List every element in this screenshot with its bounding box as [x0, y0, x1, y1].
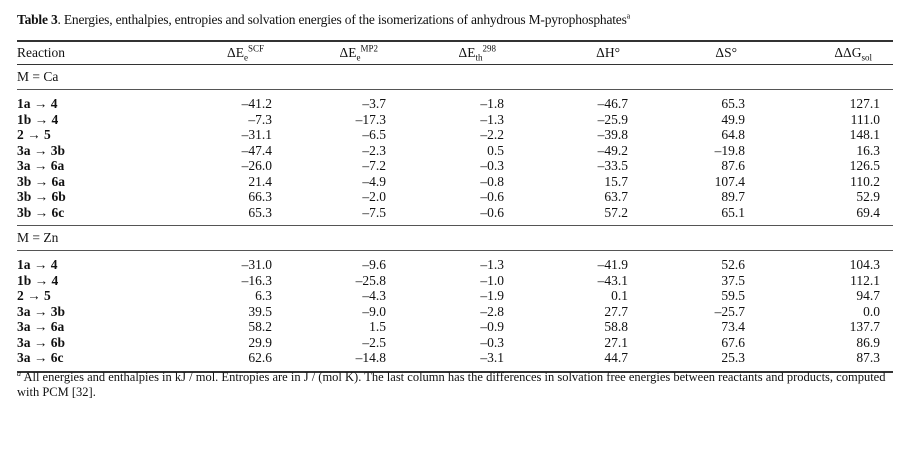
table-row: [17, 143, 893, 159]
value-cell: –7.2: [362, 158, 386, 173]
header-label: Reaction: [17, 45, 65, 60]
value-cell: 1.5: [369, 319, 386, 334]
value-cell: –4.3: [362, 288, 386, 303]
value-cell: –7.5: [362, 204, 386, 220]
table-footnote: [17, 370, 897, 400]
value-cell: 148.1: [849, 127, 880, 142]
value-cell: 104.3: [849, 257, 880, 272]
table-row: [17, 335, 893, 351]
value-cell: –1.0: [480, 272, 504, 288]
table-row: [17, 205, 893, 221]
value-cell: 57.2: [604, 204, 628, 220]
reactant: 1a: [17, 257, 31, 272]
product: 3b: [50, 303, 66, 319]
value-cell: –1.8: [480, 96, 504, 111]
arrow-icon: →: [33, 96, 48, 111]
value-cell: 52.9: [856, 189, 880, 204]
header-label: ΔE: [339, 45, 357, 60]
table-row: [17, 112, 893, 128]
header-subscript: sol: [861, 52, 872, 63]
value-cell: 21.4: [248, 173, 272, 189]
value-cell: –0.3: [480, 334, 504, 350]
value-cell: 69.4: [856, 204, 880, 220]
value-cell: 27.7: [604, 303, 628, 319]
value-cell: 58.2: [248, 319, 272, 334]
value-cell: –0.3: [480, 158, 504, 173]
table-row: [17, 158, 893, 174]
value-cell: –19.8: [714, 142, 745, 158]
arrow-icon: →: [34, 111, 49, 127]
value-cell: 0.0: [863, 303, 880, 319]
product: 4: [51, 272, 59, 288]
reactant: 1b: [17, 111, 32, 127]
value-cell: –3.1: [480, 350, 504, 365]
reaction-cell: [17, 158, 167, 174]
column-header: [167, 41, 272, 65]
reaction-cell: [17, 319, 167, 335]
value-cell: –25.9: [597, 111, 628, 127]
table-label: Table 3: [17, 12, 58, 27]
reactant: 1a: [17, 96, 31, 111]
arrow-icon: →: [34, 189, 49, 204]
header-label: ΔE: [227, 45, 244, 60]
value-cell: 0.1: [611, 288, 628, 303]
table-row: [17, 350, 893, 366]
value-cell: 16.3: [856, 142, 880, 158]
value-cell: 87.6: [721, 158, 745, 173]
table-row: [17, 319, 893, 335]
value-cell: –7.3: [248, 111, 272, 127]
group-label: M = Ca: [17, 65, 893, 90]
value-cell: –33.5: [597, 158, 628, 173]
value-cell: –1.3: [480, 111, 504, 127]
reactant: 3a: [17, 319, 31, 334]
value-cell: 73.4: [721, 319, 745, 334]
group-header-row: [17, 65, 893, 90]
value-cell: –1.9: [480, 288, 504, 303]
product: 6c: [50, 350, 64, 365]
footnote-marker: a: [17, 368, 21, 378]
value-cell: –9.0: [362, 303, 386, 319]
value-cell: –2.3: [362, 142, 386, 158]
column-header: [17, 41, 167, 65]
value-cell: –41.9: [597, 257, 628, 272]
value-cell: 39.5: [248, 303, 272, 319]
value-cell: 0.5: [487, 142, 504, 158]
reactant: 3a: [17, 350, 31, 365]
value-cell: 52.6: [721, 257, 745, 272]
value-cell: –16.3: [241, 272, 272, 288]
reaction-cell: [17, 189, 167, 205]
header-superscript: 298: [482, 43, 496, 54]
value-cell: 65.1: [721, 204, 745, 220]
table-row: [17, 273, 893, 289]
value-cell: –0.9: [480, 319, 504, 334]
value-cell: –41.2: [241, 96, 272, 111]
value-cell: 110.2: [850, 173, 880, 189]
value-cell: 94.7: [856, 288, 880, 303]
reaction-cell: [17, 96, 167, 112]
value-cell: –14.8: [355, 350, 386, 365]
reaction-cell: [17, 143, 167, 159]
value-cell: –0.6: [480, 204, 504, 220]
product: 6a: [50, 319, 65, 334]
column-header: [386, 41, 504, 65]
value-cell: 62.6: [248, 350, 272, 365]
reaction-cell: [17, 273, 167, 289]
value-cell: 25.3: [721, 350, 745, 365]
reactant: 3b: [17, 173, 32, 189]
header-label: ΔS°: [715, 45, 737, 60]
arrow-icon: →: [33, 158, 48, 173]
value-cell: –2.0: [362, 189, 386, 204]
reactant: 1b: [17, 272, 32, 288]
value-cell: –25.7: [714, 303, 745, 319]
reaction-cell: [17, 304, 167, 320]
value-cell: –2.8: [480, 303, 504, 319]
reactant: 2: [17, 127, 24, 142]
value-cell: –6.5: [362, 127, 386, 142]
value-cell: 126.5: [849, 158, 880, 173]
value-cell: –0.6: [480, 189, 504, 204]
reactant: 3b: [17, 189, 32, 204]
reaction-cell: [17, 350, 167, 366]
reactant: 3b: [17, 204, 32, 220]
header-label: ΔH°: [596, 45, 620, 60]
value-cell: –9.6: [362, 257, 386, 272]
table-row: [17, 288, 893, 304]
value-cell: 65.3: [248, 204, 272, 220]
value-cell: –47.4: [241, 142, 272, 158]
value-cell: 44.7: [604, 350, 628, 365]
value-cell: 65.3: [721, 96, 745, 111]
product: 4: [50, 257, 58, 272]
value-cell: 15.7: [604, 173, 628, 189]
data-table: [17, 40, 893, 373]
value-cell: 49.9: [721, 111, 745, 127]
reactant: 3a: [17, 334, 31, 350]
reaction-cell: [17, 335, 167, 351]
value-cell: –1.3: [480, 257, 504, 272]
value-cell: 111.0: [850, 111, 880, 127]
reactant: 3a: [17, 303, 31, 319]
value-cell: 112.1: [850, 272, 880, 288]
value-cell: 37.5: [721, 272, 745, 288]
table-row: [17, 257, 893, 273]
header-subscript: e: [243, 52, 248, 63]
caption-text: . Energies, enthalpies, entropies and solvation energies of the isomerizations of anhydrous M-pyrophosphates: [57, 12, 627, 27]
header-superscript: SCF: [247, 43, 264, 54]
table-row: [17, 189, 893, 205]
reaction-cell: [17, 112, 167, 128]
value-cell: 87.3: [856, 350, 880, 365]
product: 3b: [50, 142, 66, 158]
arrow-icon: →: [34, 173, 49, 189]
product: 6c: [51, 204, 65, 220]
arrow-icon: →: [33, 350, 48, 365]
column-header: [504, 41, 628, 65]
value-cell: –17.3: [355, 111, 386, 127]
value-cell: 29.9: [248, 334, 272, 350]
product: 6b: [50, 334, 66, 350]
value-cell: –31.1: [241, 127, 272, 142]
header-label: ΔE: [458, 45, 476, 60]
value-cell: 63.7: [604, 189, 628, 204]
value-cell: –25.8: [355, 272, 386, 288]
reactant: 3a: [17, 158, 31, 173]
table-caption: [17, 12, 630, 28]
arrow-icon: →: [27, 127, 41, 142]
value-cell: 6.3: [255, 288, 272, 303]
value-cell: 59.5: [721, 288, 745, 303]
reaction-cell: [17, 257, 167, 273]
arrow-icon: →: [34, 272, 49, 288]
arrow-icon: →: [33, 257, 48, 272]
product: 6a: [50, 158, 65, 173]
value-cell: 67.6: [721, 334, 745, 350]
value-cell: 89.7: [721, 189, 745, 204]
value-cell: 107.4: [714, 173, 745, 189]
reactant: 3a: [17, 142, 31, 158]
table-row: [17, 304, 893, 320]
value-cell: 86.9: [856, 334, 880, 350]
header-subscript: e: [356, 52, 361, 63]
value-cell: –26.0: [241, 158, 272, 173]
header-superscript: MP2: [360, 43, 378, 54]
column-header: [745, 41, 880, 65]
reaction-cell: [17, 288, 167, 304]
product: 5: [44, 288, 51, 303]
arrow-icon: →: [33, 319, 48, 334]
arrow-icon: →: [33, 334, 48, 350]
value-cell: –4.9: [362, 173, 386, 189]
arrow-icon: →: [27, 288, 41, 303]
table-header-row: [17, 41, 893, 65]
value-cell: 58.8: [604, 319, 628, 334]
reaction-cell: [17, 127, 167, 143]
value-cell: –3.7: [362, 96, 386, 111]
table-row: [17, 174, 893, 190]
column-header: [272, 41, 386, 65]
table-row: [17, 96, 893, 112]
value-cell: –49.2: [597, 142, 628, 158]
value-cell: –2.5: [362, 334, 386, 350]
footnote-text: All energies and enthalpies in kJ / mol. Entropies are in J / (mol K). The last column has the differences in solvation free energies between reactants and products, computed with PCM [32].: [17, 370, 886, 399]
header-label: ΔΔG: [834, 45, 862, 60]
value-cell: –0.8: [480, 173, 504, 189]
value-cell: 64.8: [721, 127, 745, 142]
value-cell: –2.2: [480, 127, 504, 142]
reactant: 2: [17, 288, 24, 303]
header-subscript: th: [475, 52, 483, 63]
product: 6a: [51, 173, 66, 189]
value-cell: –31.0: [241, 257, 272, 272]
value-cell: 137.7: [849, 319, 880, 334]
value-cell: 27.1: [604, 334, 628, 350]
arrow-icon: →: [33, 142, 48, 158]
product: 5: [44, 127, 51, 142]
value-cell: 66.3: [248, 189, 272, 204]
product: 6b: [51, 189, 66, 204]
group-label: M = Zn: [17, 226, 893, 251]
arrow-icon: →: [34, 204, 49, 220]
value-cell: 127.1: [849, 96, 880, 111]
table-row: [17, 127, 893, 143]
value-cell: –43.1: [597, 272, 628, 288]
product: 4: [50, 96, 58, 111]
group-header-row: [17, 226, 893, 251]
header-spacer: [880, 41, 893, 65]
reaction-cell: [17, 205, 167, 221]
reaction-cell: [17, 174, 167, 190]
caption-footnote-marker: a: [626, 11, 631, 21]
column-header: [628, 41, 745, 65]
product: 4: [51, 111, 59, 127]
value-cell: –39.8: [597, 127, 628, 142]
arrow-icon: →: [33, 303, 48, 319]
value-cell: –46.7: [597, 96, 628, 111]
